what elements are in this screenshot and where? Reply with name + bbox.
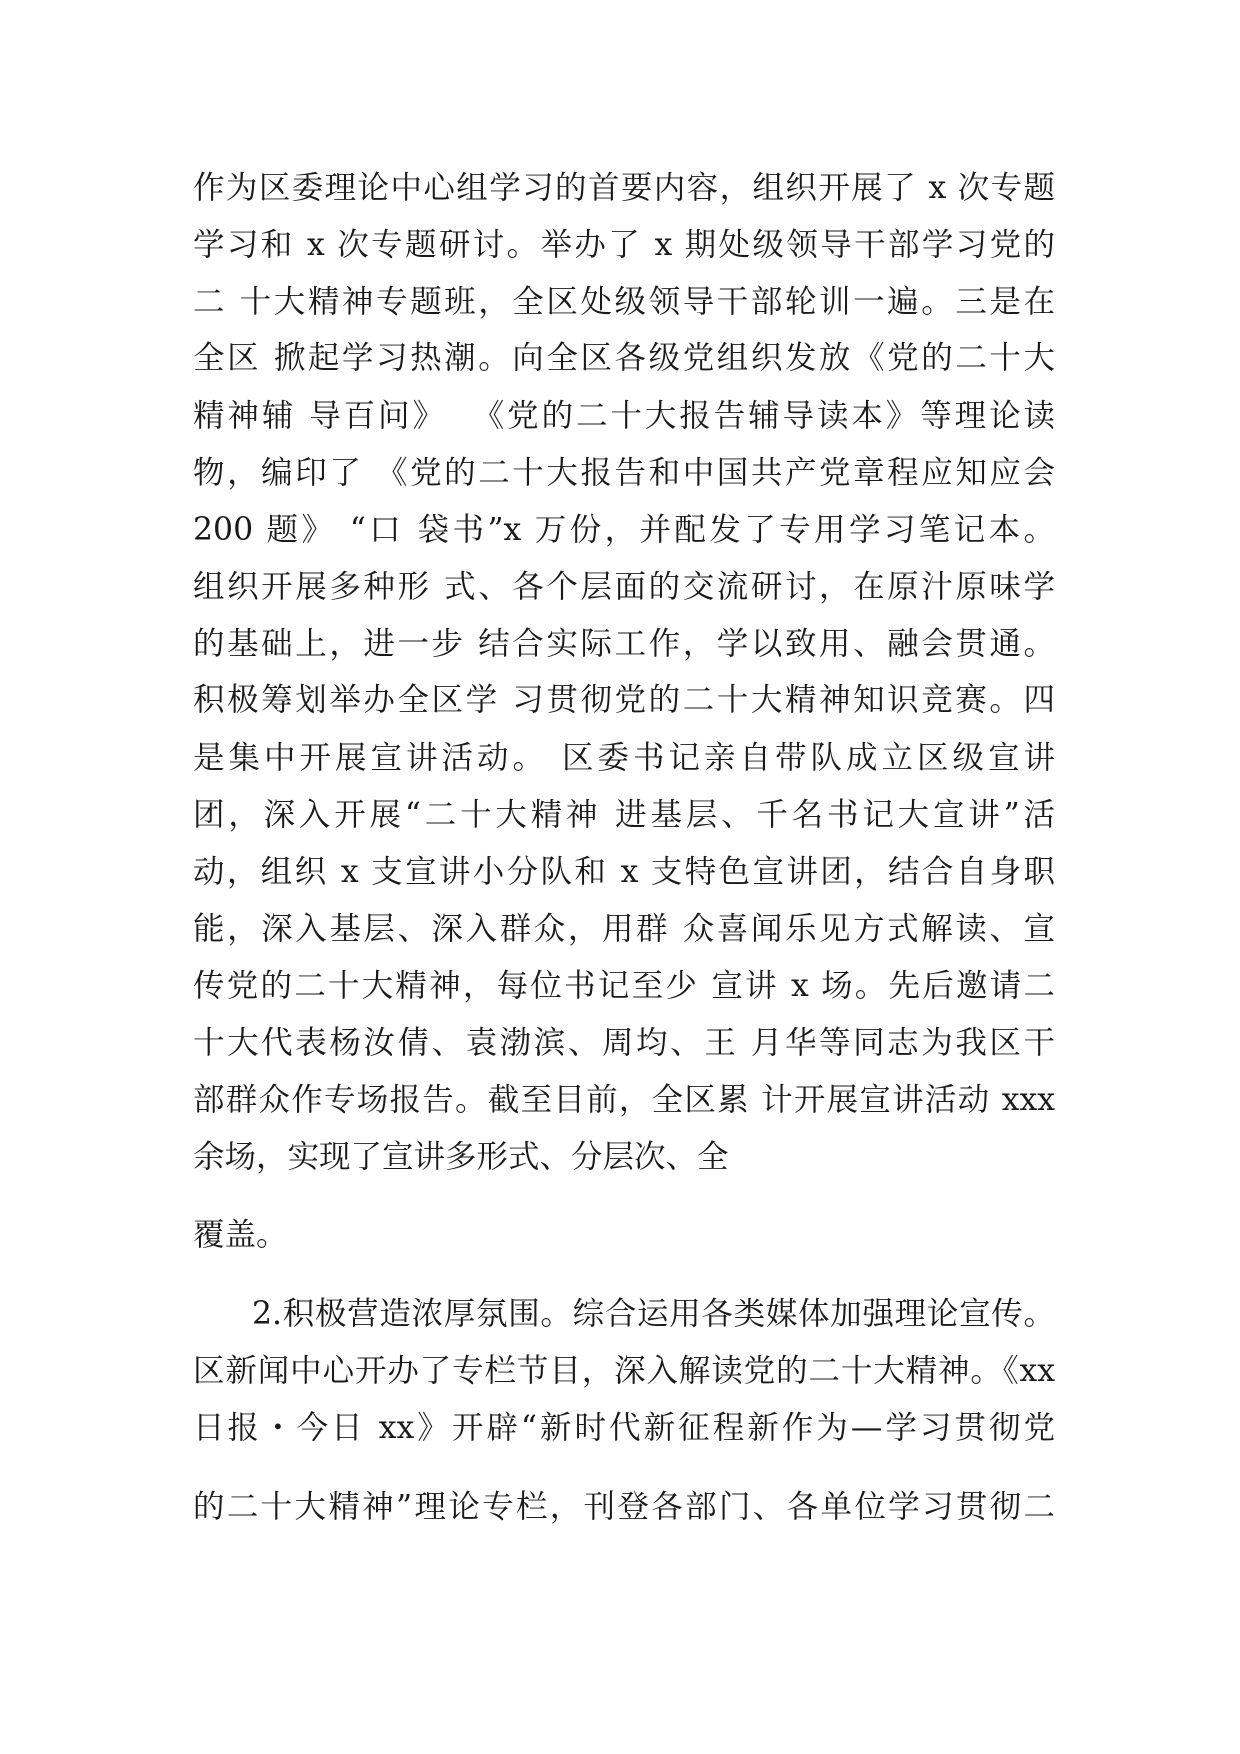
body-text-line: 动，组织 x 支宣讲小分队和 x 支特色宣讲团，结合自身职 (193, 854, 1055, 890)
body-text-line: 的二十大精神”理论专栏，刊登各部门、各单位学习贯彻二 (193, 1489, 1055, 1525)
body-text-line: 覆盖。 (193, 1217, 288, 1253)
body-text-line: 物，编印了 《党的二十大报告和中国共产党章程应知应会 (193, 455, 1055, 491)
body-text-line: 余场，实现了宣讲多形式、分层次、全 (193, 1139, 729, 1175)
body-text-line: 传党的二十大精神，每位书记至少 宣讲 x 场。先后邀请二 (193, 968, 1055, 1004)
body-text-line: 是集中开展宣讲活动。 区委书记亲自带队成立区级宣讲 (193, 740, 1055, 776)
body-text-line: 组织开展多种形 式、各个层面的交流研讨，在原汁原味学 (193, 569, 1055, 605)
body-text-line: 十大代表杨汝倩、袁渤滨、周均、王 月华等同志为我区干 (193, 1025, 1055, 1061)
body-text-line: 二 十大精神专题班，全区处级领导干部轮训一遍。三是在 (193, 284, 1055, 320)
body-text-line: 学习和 x 次专题研讨。举办了 x 期处级领导干部学习党的 (193, 227, 1055, 263)
body-text-line: 区新闻中心开办了专栏节目，深入解读党的二十大精神。《xx (193, 1353, 1055, 1389)
body-text-line: 200 题》 “口 袋书”x 万份，并配发了专用学习笔记本。 (193, 512, 1055, 548)
body-text-line: 精神辅 导百问》 《党的二十大报告辅导读本》等理论读 (193, 398, 1055, 434)
body-text-line: 部群众作专场报告。截至目前，全区累 计开展宣讲活动 xxx (193, 1082, 1055, 1118)
paragraph-first-line: 2.积极营造浓厚氛围。综合运用各类媒体加强理论宣传。 (252, 1296, 1055, 1332)
body-text-line: 积极筹划举办全区学 习贯彻党的二十大精神知识竞赛。四 (193, 682, 1055, 718)
body-text-line: 团，深入开展“二十大精神 进基层、千名书记大宣讲”活 (193, 797, 1055, 833)
body-text-line: 的基础上，进一步 结合实际工作，学以致用、融会贯通。 (193, 626, 1055, 662)
body-text-line: 全区 掀起学习热潮。向全区各级党组织发放《党的二十大 (193, 340, 1055, 376)
body-text-line: 能，深入基层、深入群众，用群 众喜闻乐见方式解读、宣 (193, 911, 1055, 947)
body-text-line: 作为区委理论中心组学习的首要内容，组织开展了 x 次专题 (193, 170, 1055, 206)
body-text-line: 日报・今日 xx》开辟“新时代新征程新作为—学习贯彻党 (193, 1410, 1055, 1446)
